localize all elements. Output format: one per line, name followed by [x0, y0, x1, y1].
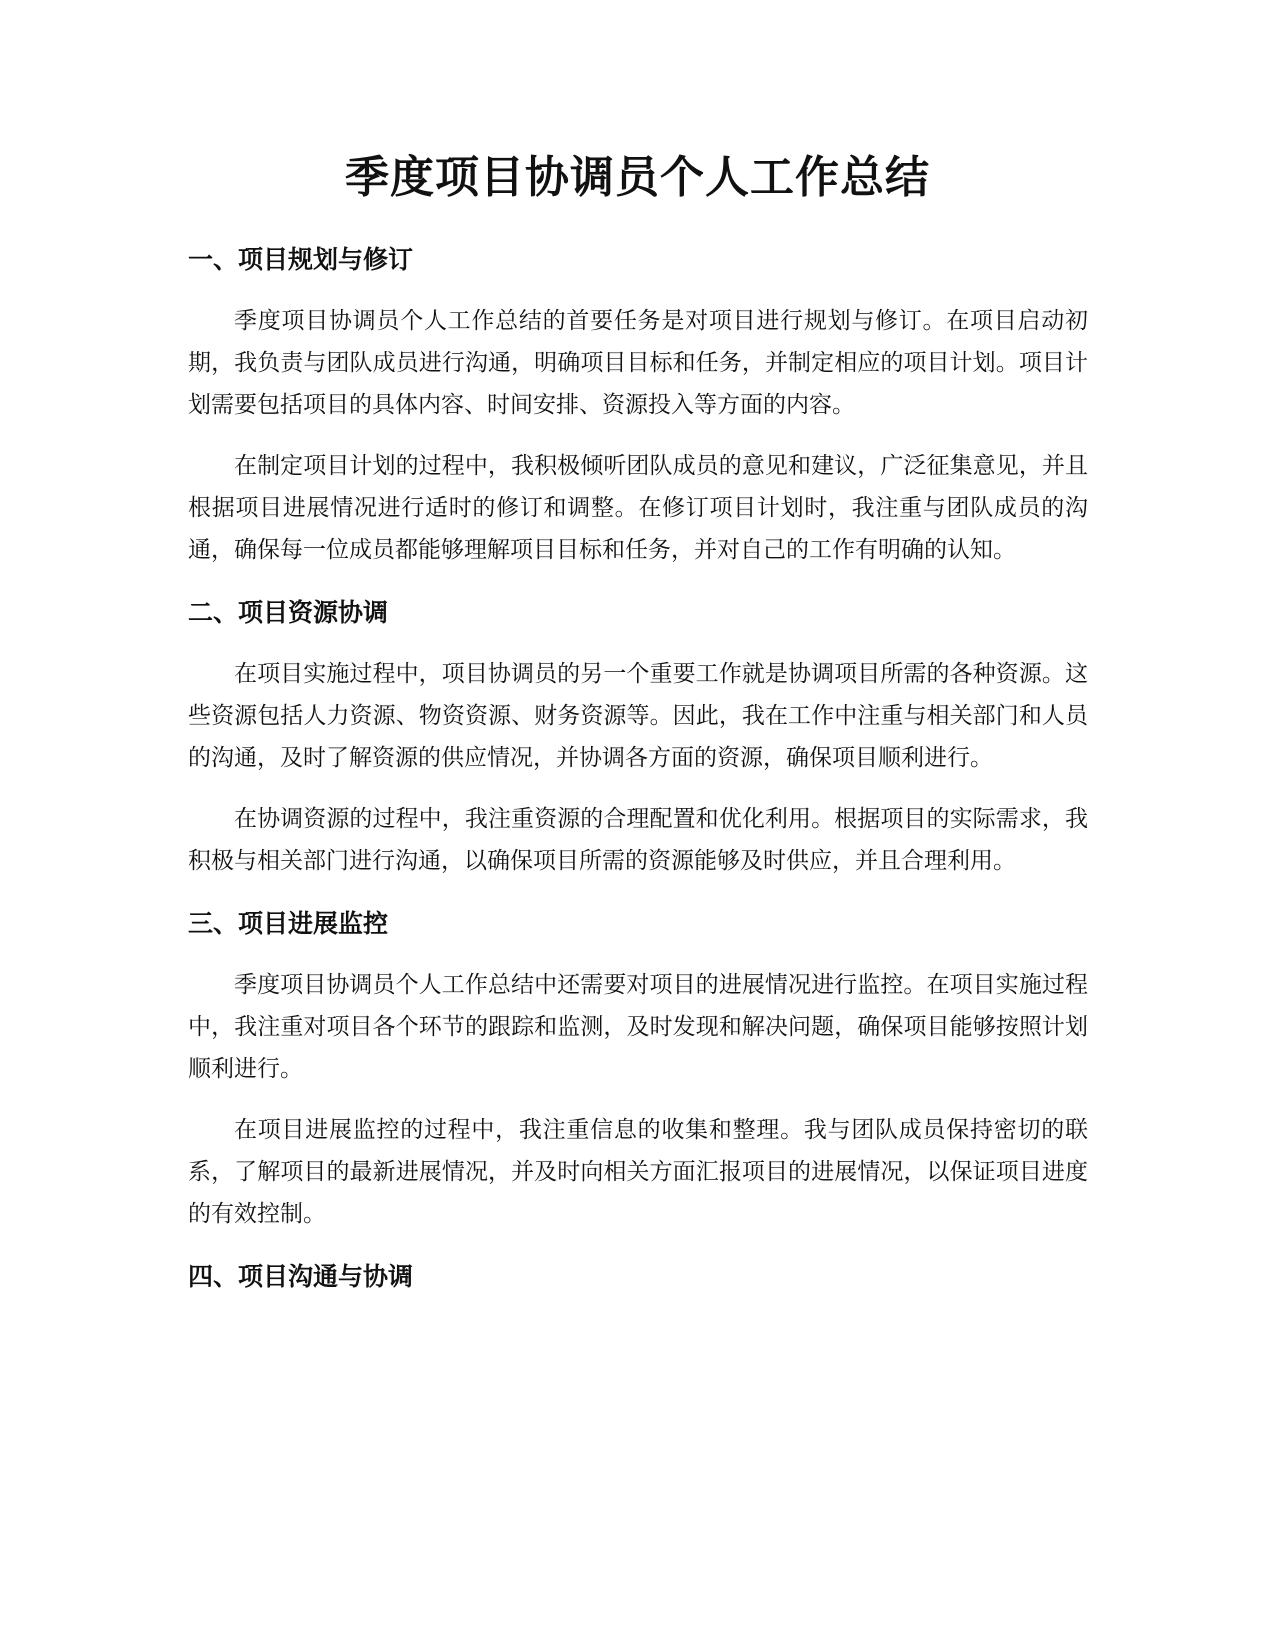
paragraph: 在制定项目计划的过程中，我积极倾听团队成员的意见和建议，广泛征集意见，并且根据项目进展情况进行适时的修订和调整。在修订项目计划时，我注重与团队成员的沟通，确保每一位成员都能够理解项目目标和任务，并对自己的工作有明确的认知。	[188, 453, 1088, 563]
section-heading: 一、项目规划与修订	[188, 245, 414, 274]
document-title: 季度项目协调员个人工作总结	[345, 152, 930, 203]
section-planning	[188, 242, 1088, 571]
document-body	[188, 242, 1088, 1319]
paragraph: 在项目实施过程中，项目协调员的另一个重要工作就是协调项目所需的各种资源。这些资源包括人力资源、物资资源、财务资源等。因此，我在工作中注重与相关部门和人员的沟通，及时了解资源的供应情况，并协调各方面的资源，确保项目顺利进行。	[188, 661, 1088, 771]
paragraph: 在项目进展监控的过程中，我注重信息的收集和整理。我与团队成员保持密切的联系，了解项目的最新进展情况，并及时向相关方面汇报项目的进展情况，以保证项目进度的有效控制。	[188, 1117, 1088, 1227]
section-communication	[188, 1259, 1088, 1295]
section-progress-monitoring	[188, 906, 1088, 1235]
section-heading: 四、项目沟通与协调	[188, 1262, 414, 1291]
paragraph: 在协调资源的过程中，我注重资源的合理配置和优化利用。根据项目的实际需求，我积极与相关部门进行沟通，以确保项目所需的资源能够及时供应，并且合理利用。	[188, 806, 1088, 874]
paragraph: 季度项目协调员个人工作总结的首要任务是对项目进行规划与修订。在项目启动初期，我负责与团队成员进行沟通，明确项目目标和任务，并制定相应的项目计划。项目计划需要包括项目的具体内容、时间安排、资源投入等方面的内容。	[188, 308, 1088, 418]
section-heading: 二、项目资源协调	[188, 598, 389, 627]
section-resources	[188, 595, 1088, 882]
paragraph: 季度项目协调员个人工作总结中还需要对项目的进展情况进行监控。在项目实施过程中，我注重对项目各个环节的跟踪和监测，及时发现和解决问题，确保项目能够按照计划顺利进行。	[188, 972, 1088, 1082]
section-heading: 三、项目进展监控	[188, 909, 389, 938]
